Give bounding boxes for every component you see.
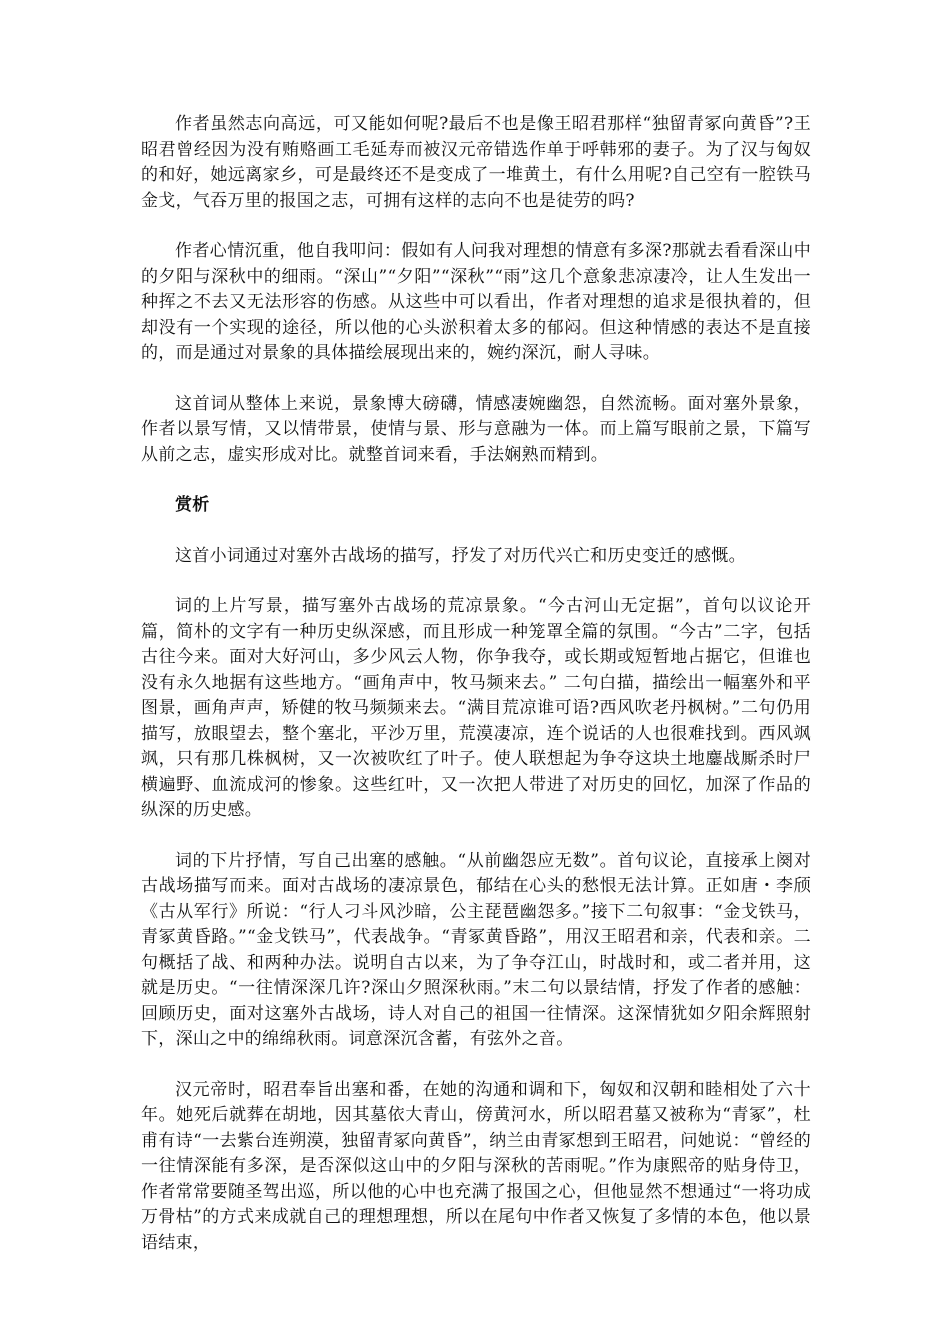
document-body	[141, 112, 811, 1281]
paragraph-summary: 这首小词通过对塞外古战场的描写，抒发了对历代兴亡和历史变迁的感慨。	[175, 545, 746, 566]
paragraph-overall-evaluation: 这首词从整体上来说，景象博大磅礴，情感凄婉幽怨，自然流畅。面对塞外景象，作者以景写情，又以情带景，使情与景、形与意融为一体。而上篇写眼前之景，下篇写从前之志，虚实形成对比。就整首词来看，手法娴熟而精到。	[141, 393, 811, 465]
paragraph-wang-zhaojun-history: 汉元帝时，昭君奉旨出塞和番，在她的沟通和调和下，匈奴和汉朝和睦相处了六十年。她死后就葬在胡地，因其墓依大青山，傍黄河水，所以昭君墓又被称为“青冢”，杜甫有诗“一去紫台连朔漠，独留青冢向黄昏”，纳兰由青冢想到王昭君，问她说：“曾经的一往情深能有多深，是否深似这山中的夕阳与深秋的苦雨呢。”作为康熙帝的贴身侍卫，作者常常要随圣驾出巡，所以他的心中也充满了报国之心，但他显然不想通过“一将功成万骨枯”的方式来成就自己的理想理想，所以在尾句中作者又恢复了多情的本色，他以景语结束，	[141, 1079, 811, 1253]
paragraph-lower-stanza: 词的下片抒情，写自己出塞的感触。“从前幽怨应无数”。首句议论，直接承上阕对古战场描写而来。面对古战场的凄凉景色，郁结在心头的愁恨无法计算。正如唐・李颀《古从军行》所说：“行人刁斗风沙暗，公主琵琶幽怨多。”接下二句叙事：“金戈铁马，青冢黄昏路。”“金戈铁马”，代表战争。“青冢黄昏路”，用汉王昭君和亲，代表和亲。二句概括了战、和两种办法。说明自古以来，为了争夺江山，时战时和，或二者并用，这就是历史。“一往情深深几许?深山夕照深秋雨。”末二句以景结情，抒发了作者的感触：回顾历史，面对这塞外古战场，诗人对自己的祖国一往情深。这深情犹如夕阳余辉照射下，深山之中的绵绵秋雨。词意深沉含蓄，有弦外之音。	[141, 850, 811, 1049]
paragraph-author-self-question: 作者心情沉重，他自我叩问：假如有人问我对理想的情意有多深?那就去看看深山中的夕阳与深秋中的细雨。“深山”“夕阳”“深秋”“雨”这几个意象悲凉凄冷，让人生发出一种挥之不去又无法形容的伤感。从这些中可以看出，作者对理想的追求是很执着的，但却没有一个实现的途径，所以他的心头淤积着太多的郁闷。但这种情感的表达不是直接的，而是通过对景象的具体描绘展现出来的，婉约深沉，耐人寻味。	[141, 241, 811, 363]
section-heading-appreciation: 赏析	[175, 495, 210, 515]
paragraph-upper-stanza: 词的上片写景，描写塞外古战场的荒凉景象。“今古河山无定据”，首句以议论开篇，简朴的文字有一种历史纵深感，而且形成一种笼罩全篇的氛围。“今古”二字，包括古往今来。面对大好河山，多少风云人物，你争我夺，或长期或短暂地占据它，但谁也没有永久地据有这些地方。“画角声中，牧马频来去。” 二句白描，描绘出一幅塞外和平图景，画角声声，矫健的牧马频频来去。“满目荒凉谁可语?西风吹老丹枫树。”二句仍用描写，放眼望去，整个塞北，平沙万里，荒漠凄凉，连个说话的人也很难找到。西风飒飒，只有那几株枫树，又一次被吹红了叶子。使人联想起为争夺这块土地鏖战厮杀时尸横遍野、血流成河的惨象。这些红叶，又一次把人带进了对历史的回忆，加深了作品的纵深的历史感。	[141, 596, 811, 820]
paragraph-wang-zhaojun-ambition: 作者虽然志向高远，可又能如何呢?最后不也是像王昭君那样“独留青冢向黄昏”?王昭君曾经因为没有贿赂画工毛延寿而被汉元帝错选作单于呼韩邪的妻子。为了汉与匈奴的和好，她远离家乡，可是最终还不是变成了一堆黄土，有什么用呢?自己空有一腔铁马金戈，气吞万里的报国之志，可拥有这样的志向不也是徒劳的吗?	[141, 114, 811, 211]
